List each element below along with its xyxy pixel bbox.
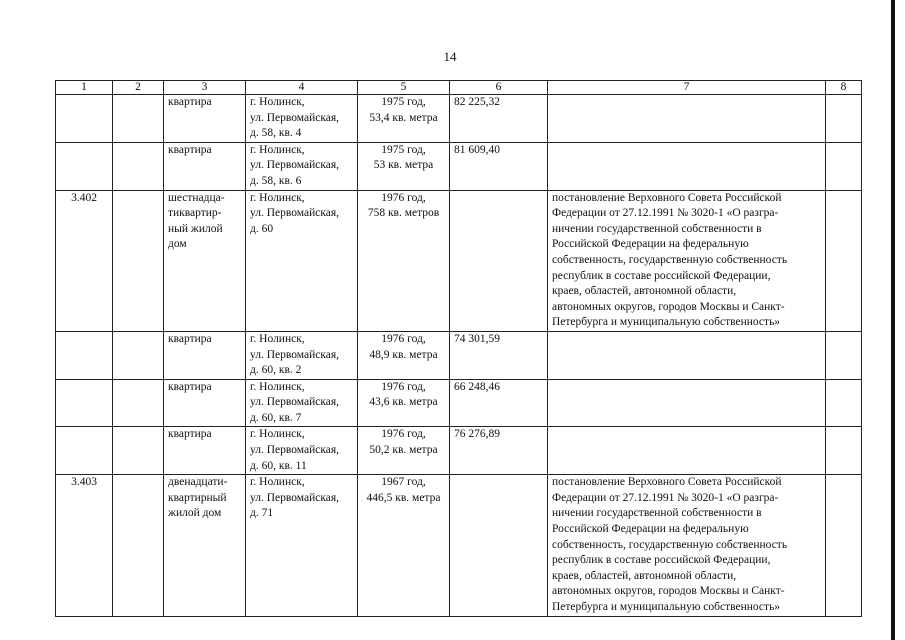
text-line: Российской Федерации на федеральную xyxy=(552,523,749,536)
text-line: республик в составе российской Федерации, xyxy=(552,554,771,567)
header-cell: 3 xyxy=(164,81,246,95)
header-cell: 4 xyxy=(246,81,358,95)
text-line: д. 58, кв. 6 xyxy=(250,174,302,187)
value-cell: 81 609,40 xyxy=(450,142,548,190)
empty-cell xyxy=(826,95,862,143)
text-line: Федерации от 27.12.1991 № 3020-1 «О разгра- xyxy=(552,491,779,504)
header-cell: 6 xyxy=(450,81,548,95)
empty-cell xyxy=(826,142,862,190)
item-number-cell xyxy=(56,142,113,190)
table-row xyxy=(56,379,862,427)
address-cell xyxy=(246,190,358,331)
text-line: двенадцати- xyxy=(168,476,228,489)
text-line: квартира xyxy=(168,143,212,156)
item-number-cell xyxy=(56,331,113,379)
basis-document-cell xyxy=(548,142,826,190)
basis-document-cell xyxy=(548,475,826,616)
empty-cell xyxy=(113,475,164,616)
text-line: квартирный xyxy=(168,491,227,504)
text-line: 53 кв. метра xyxy=(373,159,434,172)
text-line: ничении государственной собственности в xyxy=(552,222,762,235)
basis-document-cell xyxy=(548,190,826,331)
page-number: 14 xyxy=(443,49,457,64)
empty-cell xyxy=(113,142,164,190)
text-line: г. Нолинск, xyxy=(250,332,305,345)
text-line: Российской Федерации на федеральную xyxy=(552,238,749,251)
table-row xyxy=(56,142,862,190)
text-line: г. Нолинск, xyxy=(250,380,305,393)
text-line: квартира xyxy=(168,428,212,441)
header-cell: 8 xyxy=(826,81,862,95)
text-line: 1975 год, xyxy=(381,96,426,108)
object-name-cell xyxy=(164,331,246,379)
basis-document-cell xyxy=(548,379,826,427)
text-line: Петербурга и муниципальную собственность» xyxy=(552,316,781,329)
basis-document-cell xyxy=(548,427,826,475)
object-name-cell xyxy=(164,95,246,143)
text-line: шестнадца- xyxy=(168,191,225,204)
text-line: ул. Первомайская, xyxy=(250,159,340,172)
right-margin-rule xyxy=(891,0,895,640)
object-name-cell xyxy=(164,379,246,427)
text-line: ул. Первомайская, xyxy=(250,207,340,220)
address-cell xyxy=(246,427,358,475)
empty-cell xyxy=(113,427,164,475)
empty-cell xyxy=(113,190,164,331)
address-cell xyxy=(246,475,358,616)
text-line: 758 кв. метров xyxy=(367,207,440,220)
header-cell: 5 xyxy=(358,81,450,95)
text-line: г. Нолинск, xyxy=(250,96,305,108)
text-line: 43,6 кв. метра xyxy=(369,396,438,409)
text-line: квартира xyxy=(168,380,212,393)
text-line: д. 60 xyxy=(250,222,274,235)
empty-cell xyxy=(113,95,164,143)
text-line: тиквартир- xyxy=(168,207,222,220)
basis-document-cell xyxy=(548,95,826,143)
text-line: собственность, государственную собственность xyxy=(552,538,788,551)
object-name-cell xyxy=(164,142,246,190)
text-line: республик в составе российской Федерации, xyxy=(552,269,771,282)
empty-cell xyxy=(826,475,862,616)
text-line: ул. Первомайская, xyxy=(250,491,340,504)
value-cell xyxy=(450,475,548,616)
text-line: постановление Верховного Совета Российской xyxy=(552,191,782,204)
text-line: автономных округов, городов Москвы и Санкт- xyxy=(552,585,785,598)
text-line: д. 60, кв. 11 xyxy=(250,459,307,472)
item-number-cell xyxy=(56,379,113,427)
value-cell: 66 248,46 xyxy=(450,379,548,427)
address-cell xyxy=(246,95,358,143)
text-line: Федерации от 27.12.1991 № 3020-1 «О разгра- xyxy=(552,207,779,220)
text-line: квартира xyxy=(168,332,212,345)
text-line: 50,2 кв. метра xyxy=(369,444,438,457)
empty-cell xyxy=(826,427,862,475)
text-line: автономных округов, городов Москвы и Санкт- xyxy=(552,300,785,313)
text-line: ный жилой xyxy=(168,222,223,235)
text-line: жилой дом xyxy=(168,507,222,520)
header-cell: 7 xyxy=(548,81,826,95)
address-cell xyxy=(246,142,358,190)
text-line: г. Нолинск, xyxy=(250,428,305,441)
text-line: постановление Верховного Совета Российской xyxy=(552,476,782,489)
text-line: 1976 год, xyxy=(381,332,426,345)
address-cell xyxy=(246,379,358,427)
text-line: 446,5 кв. метра xyxy=(366,491,441,504)
address-cell xyxy=(246,331,358,379)
empty-cell xyxy=(113,331,164,379)
table-row xyxy=(56,331,862,379)
text-line: 48,9 кв. метра xyxy=(369,348,438,361)
text-line: краев, областей, автономной области, xyxy=(552,285,737,298)
text-line: 1967 год, xyxy=(381,476,426,489)
header-cell: 1 xyxy=(56,81,113,95)
object-name-cell xyxy=(164,427,246,475)
text-line: д. 60, кв. 7 xyxy=(250,411,302,424)
year-area-cell xyxy=(358,95,450,143)
text-line: дом xyxy=(168,238,187,251)
table-row xyxy=(56,95,862,143)
value-cell: 82 225,32 xyxy=(450,95,548,143)
empty-cell xyxy=(826,190,862,331)
text-line: ул. Первомайская, xyxy=(250,111,340,124)
year-area-cell xyxy=(358,427,450,475)
value-cell: 74 301,59 xyxy=(450,331,548,379)
item-number-cell: 3.402 xyxy=(56,190,113,331)
text-line: Петербурга и муниципальную собственность» xyxy=(552,601,781,613)
text-line: ул. Первомайская, xyxy=(250,348,340,361)
text-line: ул. Первомайская, xyxy=(250,444,340,457)
value-cell xyxy=(450,190,548,331)
text-line: д. 60, кв. 2 xyxy=(250,364,302,377)
year-area-cell xyxy=(358,190,450,331)
text-line: 1975 год, xyxy=(381,143,426,156)
year-area-cell xyxy=(358,331,450,379)
text-line: 1976 год, xyxy=(381,380,426,393)
property-registry-table xyxy=(55,80,862,617)
header-cell: 2 xyxy=(113,81,164,95)
empty-cell xyxy=(826,331,862,379)
year-area-cell xyxy=(358,475,450,616)
text-line: 1976 год, xyxy=(381,428,426,441)
year-area-cell xyxy=(358,379,450,427)
text-line: ничении государственной собственности в xyxy=(552,507,762,520)
text-line: д. 58, кв. 4 xyxy=(250,127,302,140)
text-line: 53,4 кв. метра xyxy=(369,111,438,124)
table-row xyxy=(56,190,862,331)
text-line: г. Нолинск, xyxy=(250,476,305,489)
text-line: ул. Первомайская, xyxy=(250,396,340,409)
year-area-cell xyxy=(358,142,450,190)
item-number-cell xyxy=(56,95,113,143)
text-line: квартира xyxy=(168,96,212,108)
text-line: д. 71 xyxy=(250,507,274,520)
text-line: г. Нолинск, xyxy=(250,143,305,156)
basis-document-cell xyxy=(548,331,826,379)
item-number-cell xyxy=(56,427,113,475)
empty-cell xyxy=(113,379,164,427)
object-name-cell xyxy=(164,475,246,616)
item-number-cell: 3.403 xyxy=(56,475,113,616)
table-row xyxy=(56,475,862,616)
table-row xyxy=(56,427,862,475)
text-line: 1976 год, xyxy=(381,191,426,204)
text-line: собственность, государственную собственность xyxy=(552,253,788,266)
object-name-cell xyxy=(164,190,246,331)
value-cell: 76 276,89 xyxy=(450,427,548,475)
text-line: г. Нолинск, xyxy=(250,191,305,204)
text-line: краев, областей, автономной области, xyxy=(552,569,737,582)
empty-cell xyxy=(826,379,862,427)
header-row xyxy=(56,81,862,95)
